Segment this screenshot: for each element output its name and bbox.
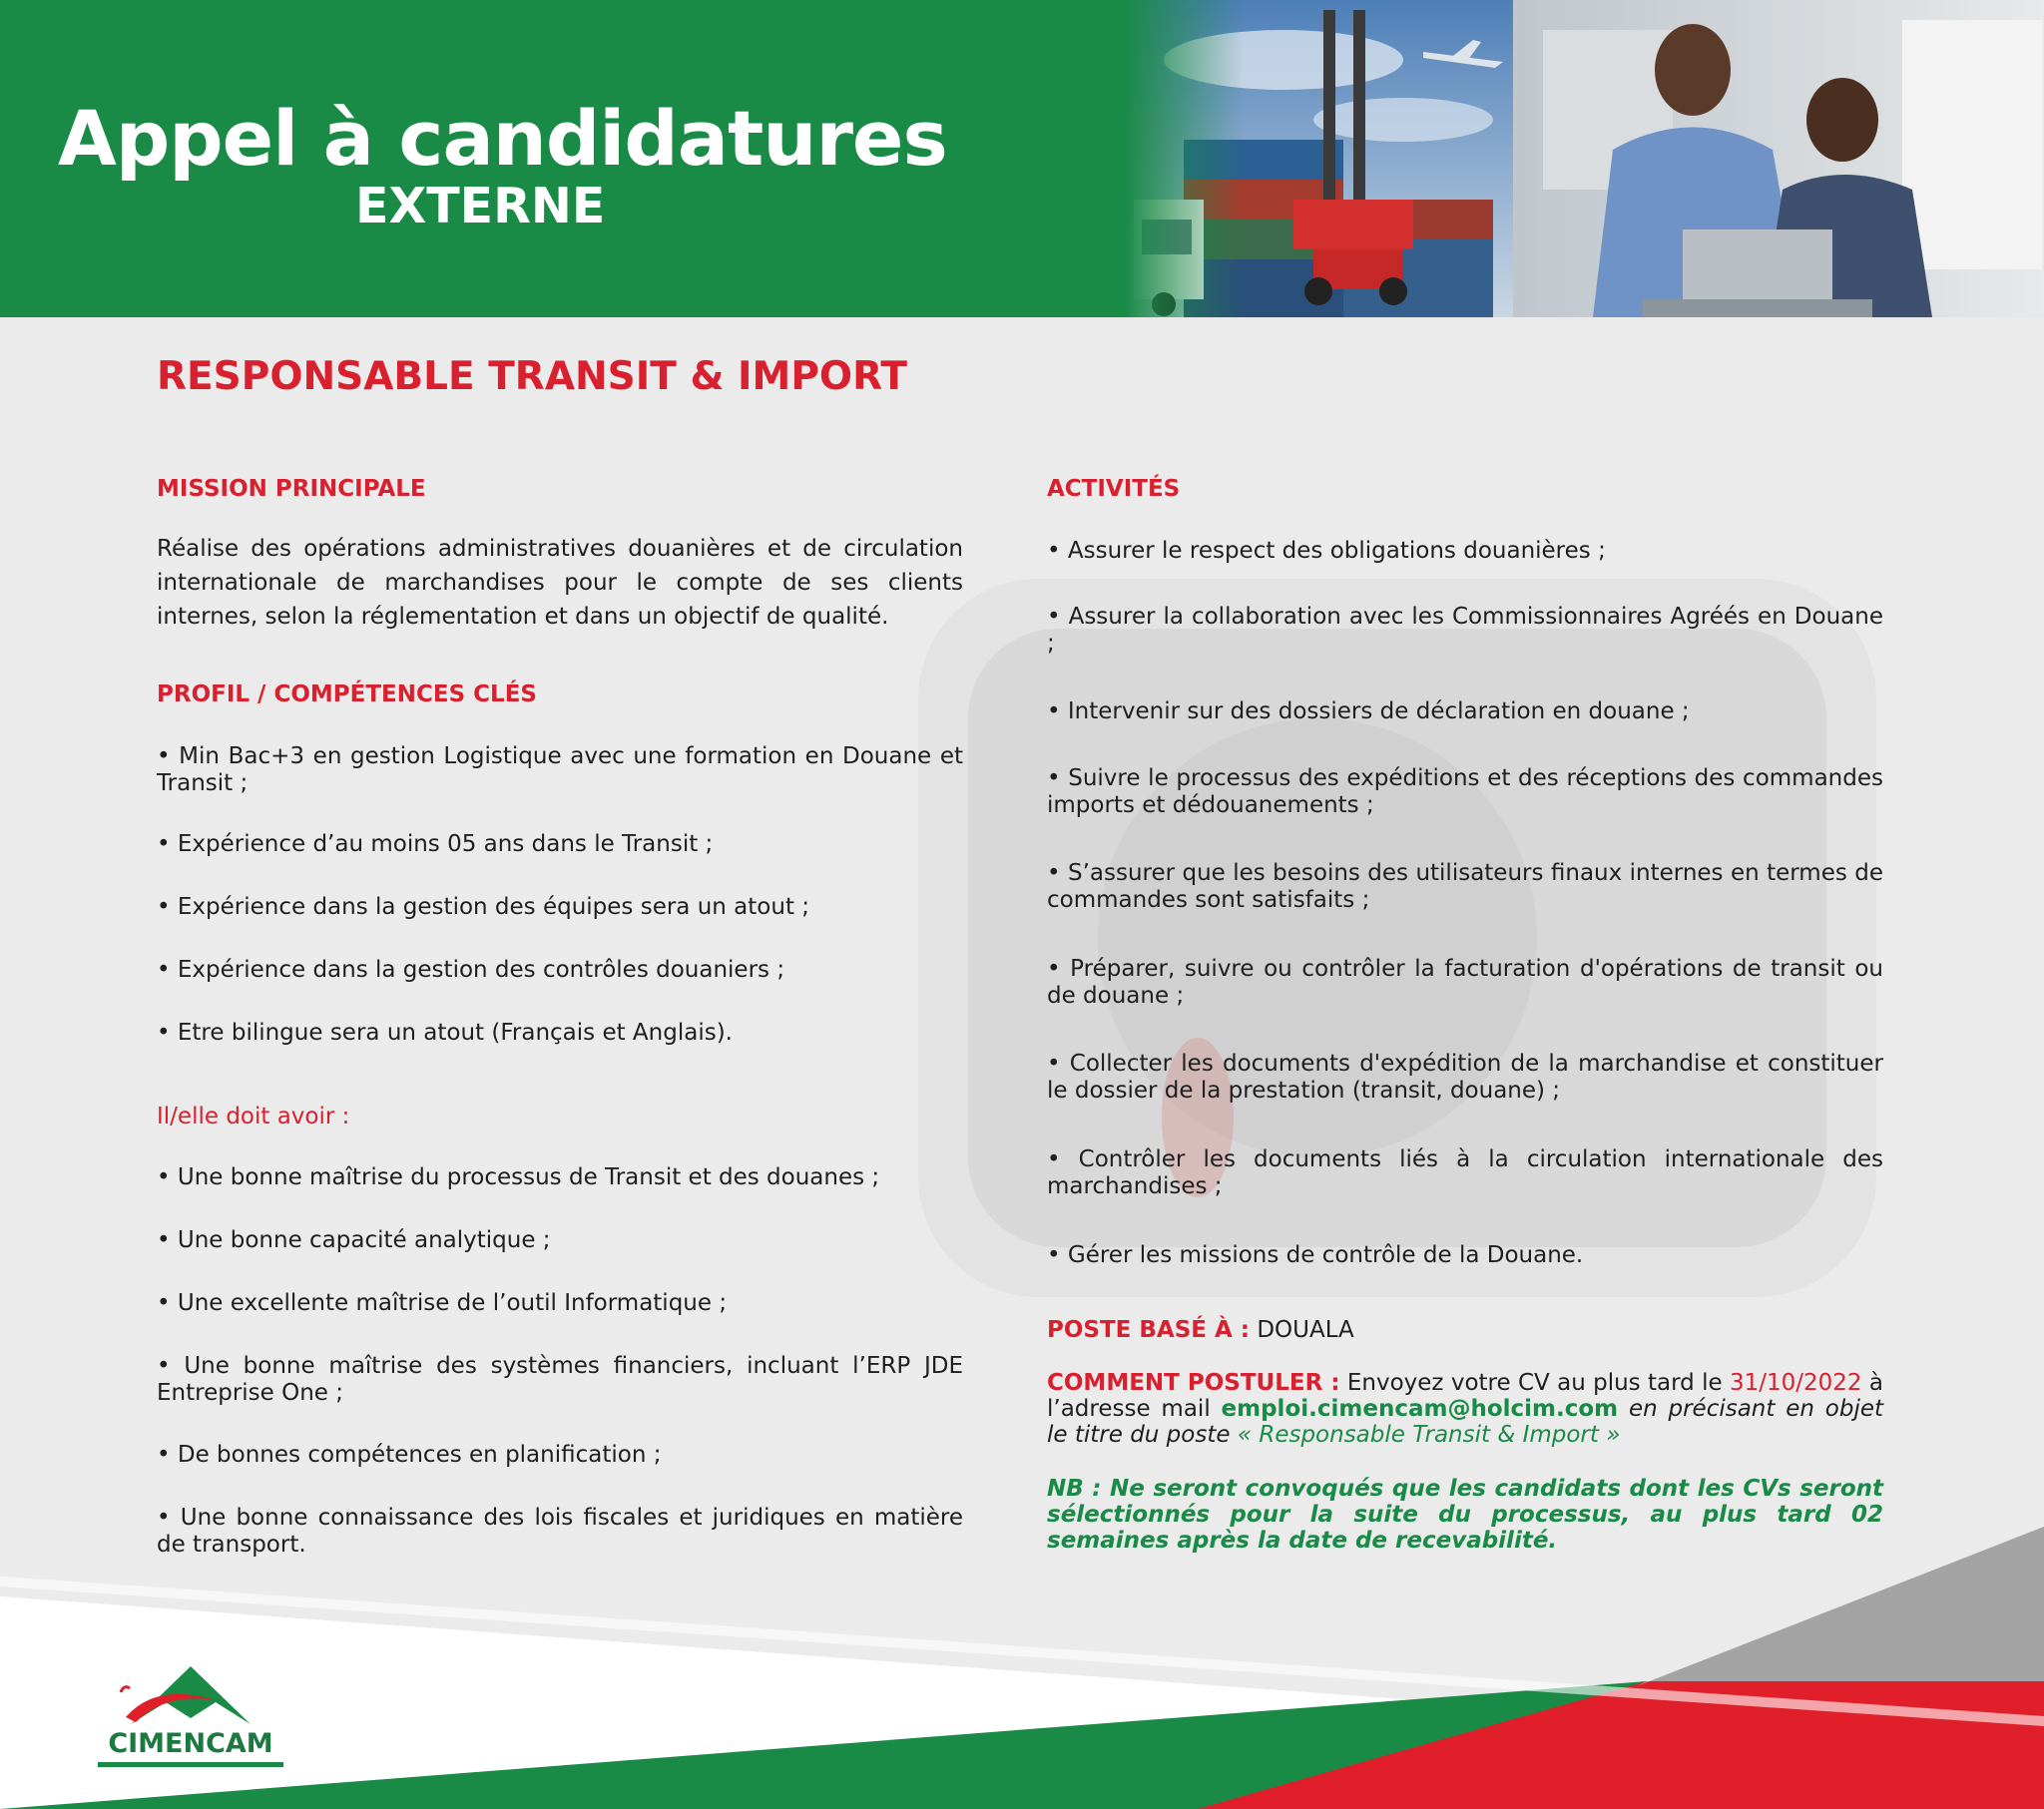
email-link[interactable]: emploi.cimencam@holcim.com xyxy=(1221,1396,1619,1422)
activite-item: • Assurer le respect des obligations douanières ; xyxy=(1047,538,1606,564)
header-banner xyxy=(0,0,2044,317)
profil-item: • Etre bilingue sera un atout (Français et Anglais). xyxy=(157,1020,733,1046)
avoir-item: • De bonnes compétences en planification ; xyxy=(157,1442,662,1468)
activite-item: • Collecter les documents d'expédition de la marchandise et constituer le dossier de la prestation (transit, douane) ; xyxy=(1047,1051,1883,1104)
nb-note: NB : Ne seront convoqués que les candidats dont les CVs seront sélectionnés pour la suite du processus, au plus tard 02 semaines après la date de recevabilité. xyxy=(1047,1476,1883,1554)
activite-item: • Préparer, suivre ou contrôler la facturation d'opérations de transit ou de douane ; xyxy=(1047,956,1883,1009)
poste-label: POSTE BASÉ À : xyxy=(1047,1317,1251,1343)
avoir-item: • Une bonne capacité analytique ; xyxy=(157,1227,551,1253)
activite-item: • Assurer la collaboration avec les Commissionnaires Agréés en Douane ; xyxy=(1047,604,1883,657)
poste-line xyxy=(1047,1317,1883,1344)
avoir-item: • Une bonne maîtrise du processus de Transit et des douanes ; xyxy=(157,1164,880,1190)
postuler-text: Envoyez votre CV au plus tard le xyxy=(1339,1370,1730,1396)
footer-shapes xyxy=(0,1497,2044,1809)
deadline-date: 31/10/2022 xyxy=(1729,1370,1862,1396)
activites-heading: ACTIVITÉS xyxy=(1047,476,1181,502)
page-subtitle: EXTERNE xyxy=(355,178,606,234)
activite-item: • Suivre le processus des expéditions et des réceptions des commandes imports et dédouanements ; xyxy=(1047,765,1883,818)
mission-text: Réalise des opérations administratives douanières et de circulation internationale de marchandises pour le compte de ses clients internes, selon la réglementation et dans un objectif de qualité. xyxy=(157,536,963,630)
avoir-item: • Une bonne maîtrise des systèmes financiers, incluant l’ERP JDE Entreprise One ; xyxy=(157,1353,963,1406)
profil-item: • Expérience d’au moins 05 ans dans le Transit ; xyxy=(157,831,714,857)
background-watermark xyxy=(898,559,1896,1317)
header-photo xyxy=(1124,0,2044,317)
profil-item: • Expérience dans la gestion des contrôles douaniers ; xyxy=(157,957,785,983)
postuler-text: à l’adresse mail xyxy=(1047,1370,1883,1422)
mission-heading: MISSION PRINCIPALE xyxy=(157,476,426,502)
poste-value: DOUALA xyxy=(1250,1317,1354,1343)
logo-text: CIMENCAM xyxy=(108,1728,273,1759)
avoir-item: • Une excellente maîtrise de l’outil Informatique ; xyxy=(157,1290,728,1316)
profil-item: • Expérience dans la gestion des équipes sera un atout ; xyxy=(157,894,810,920)
activite-item: • Intervenir sur des dossiers de déclaration en douane ; xyxy=(1047,698,1690,724)
poste-titre: « Responsable Transit & Import » xyxy=(1237,1422,1621,1448)
job-title: RESPONSABLE TRANSIT & IMPORT xyxy=(157,354,907,399)
profil-heading: PROFIL / COMPÉTENCES CLÉS xyxy=(157,681,537,707)
avoir-item: • Une bonne connaissance des lois fiscales et juridiques en matière de transport. xyxy=(157,1505,963,1558)
postuler-label: COMMENT POSTULER : xyxy=(1047,1370,1340,1396)
profil-item: • Min Bac+3 en gestion Logistique avec une formation en Douane et Transit ; xyxy=(157,743,963,796)
activite-item: • Gérer les missions de contrôle de la Douane. xyxy=(1047,1242,1584,1268)
avoir-heading: Il/elle doit avoir : xyxy=(157,1104,350,1130)
activite-item: • S’assurer que les besoins des utilisateurs finaux internes en termes de commandes sont satisfaits ; xyxy=(1047,860,1883,913)
postuler-block xyxy=(1047,1370,1883,1448)
activite-item: • Contrôler les documents liés à la circulation internationale des marchandises ; xyxy=(1047,1146,1883,1199)
postuler-text: en précisant en objet le titre du poste xyxy=(1047,1396,1883,1448)
page-title: Appel à candidatures xyxy=(58,94,947,183)
